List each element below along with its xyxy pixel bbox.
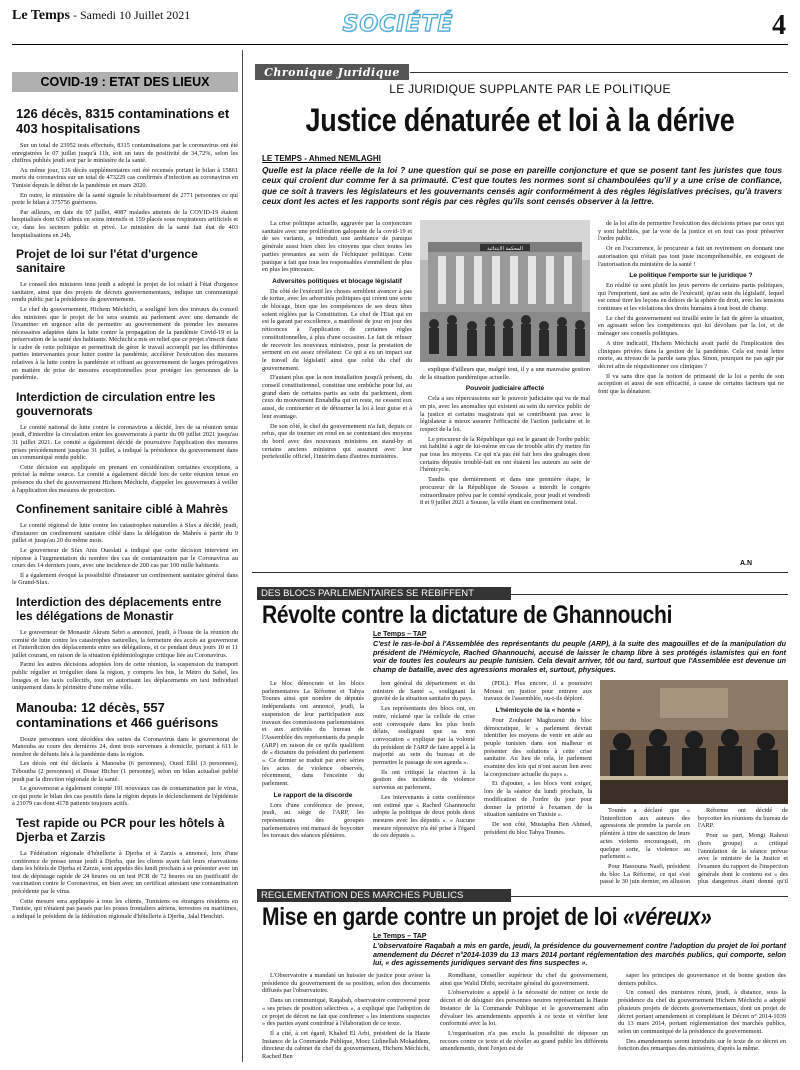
article1-kicker: LE JURIDIQUE SUPPLANTE PAR LE POLITIQUE (389, 82, 671, 96)
brief-paragraph: Le gouverneur de Monastir Akram Sebri a annoncé, jeudi, à l'issue de la réunion du comité de lutte contre les catastrophes naturelles, la fermeture des accès au gouvernorat et l'interdiction des déplacements entre ses délégations, et ce pendant deux jours 10 et 11 juillet courant, en raison de la situation épidémiologique critique liée au Coronavirus. (12, 628, 238, 659)
masthead-rule (12, 44, 788, 45)
body-paragraph: Lors d'une conférence de presse, jeudi, au siège de l'ARP, les représentants des groupes parlementaires ont menacé de boycotter les travaux des séances plénières. (262, 801, 364, 840)
body-paragraph: Pour Zouhaier Maghzaoui du bloc démocratique, le « parlement devrait identifier les moyens de venir en aide au peuple tunisien dans son malheur et présenter des solutions à cette crise sanitaire. Au lieu de cela, le parlement examine des lois qui n'ont aucun lien avec la conjoncture actuelle du pays ». (484, 716, 592, 778)
body-paragraph: (PDL). Plus encore, il a poursuivi Moussi en justice pour entrave aux travaux de l'assemblée, ou-t-ils déploré. (484, 680, 592, 703)
brief-paragraph: Douze personnes sont décédées des suites du Coronavirus dans le gouvernorat de Manouba au cours des dernières 24, dont trois survenues à domicile, portant à 611 le nombre de défunts liés à la pandémie dans la région. (12, 735, 238, 758)
body-paragraph: bon général du département et du ministre de Santé », soulignant la gravité de la situation sanitaire du pays. (373, 680, 475, 703)
body-paragraph: explique d'ailleurs que, malgré tout, il y a une mauvaise gestion de la situation pandémique actuelle. (420, 366, 590, 381)
brief-heading: Confinement sanitaire ciblé à Mahrès (16, 502, 229, 517)
subheading: Pouvoir judiciaire affecté (465, 385, 545, 393)
body-paragraph: Tandis que dernièrement et dans une première étape, le procureur de la République de Sousse a interdit le congrès extraordinaire prévu par le comité syndicale, pour jeudi et vendredi 8 et 9 juillet 2021 à Sousse, la ville étant en confinement total. (420, 476, 590, 507)
body-paragraph: Un conseil des ministres réuni, jeudi, à distance, sous la présidence du chef du gouvernement Hichem Méchichi a adopté plusieurs projets de décrets gouvernementaux, dont un projet de décret portant amendement et complétant le Décret n° 2014-1039 du 13 mars 2014, portant réglementation des marchés publics, selon un communiqué de la présidence du gouvernement. (618, 989, 786, 1035)
brief-heading: Manouba: 12 décès, 557 contaminations et 466 guérisons (16, 699, 219, 730)
article2-byline: Le Temps – TAP (373, 631, 427, 638)
section-title: SOCIÉTÉ (342, 11, 454, 37)
body-paragraph: Les intervenants à cette conférence ont estimé que « Rached Ghannouchi adopte la politique de deux poids deux mesures avec les députés ». « Aucune mesure répressive n'a été prise à l'égard de ces députés ». (373, 793, 475, 840)
subheading: Le politique l'emporte sur le juridique ? (629, 272, 753, 280)
article3-banner-rule (511, 896, 788, 897)
article1-byline: LE TEMPS - Ahmed NEMLAGHI (262, 154, 381, 163)
body-paragraph: Dans un communiqué, Raqabah, observatoire controversé pour « ses prises de position sélectives », a expliqué que l'adoption de ce projet de décret ne fait que confirmer « les intentions suspectes » des parties ayant contribué à l'élaboration de ce texte. (262, 997, 430, 1028)
body-paragraph: L'organisation n'a pas exclu la possibilité de déposer un recours contre ce texte et de révéler au grand public les différents amendements, dont l'enjeu est de (440, 1029, 608, 1053)
body-paragraph: De son côté, Mustapha Ben Ahmed, président du bloc Tahya Tounes. (484, 820, 592, 836)
article2-column-1 (262, 680, 364, 883)
body-paragraph: Et d'ajouter, « les blocs vont exiger, lors de la séance du lundi prochain, la modification de l'ordre du jour pour donner la priorité à l'examen de la situation sanitaire en Tunisie ». (484, 780, 592, 819)
brief-paragraph: Au même jour, 126 décès supplémentaires ont été recensés portant le bilan à 15861 morts du coronavirus sur un total de 473229 cas confirmés d'infection au coronavirus en Tunisie depuis le début de la pandémie en mars 2020. (12, 166, 238, 189)
body-paragraph: saper les principes de gouvernance et de bonne gestion des deniers publics. (618, 972, 786, 987)
article3-title-main: Mise en garde contre un projet de loi (262, 904, 623, 932)
subheading: L'hémicycle de la « honte » (495, 707, 581, 715)
body-paragraph: Des amendements seront introduits sur le texte de ce décret en fonction des remarques des ministères, d'après la même. (618, 1037, 786, 1053)
body-paragraph: Or en l'occurrence, le procureur a fait un revirement en donnant une autorisation qui n'était pas tout juste incompréhensible, en exigeant de l'autorisation du ministère de la santé ! (598, 245, 784, 268)
article1-signature: A.N (740, 560, 753, 567)
article3-title-italic: «véreux» (622, 904, 712, 932)
brief-section (12, 390, 238, 494)
article3-column-3 (618, 972, 786, 1062)
article3-column-2 (440, 972, 608, 1062)
brief-paragraph: Le comité régional de lutte contre les catastrophes naturelles à Sfax a décidé, jeudi, d'instaurer un confinement sanitaire ciblé dans la délégation de Mahrès à partir du 9 juillet et jusqu'au 20 du même mois. (12, 522, 238, 545)
brief-heading: Interdiction des déplacements entre les délégations de Monastir (16, 594, 222, 623)
body-paragraph: Le bloc démocrate et les blocs parlementaires La Réforme et Tahya Tounes ainsi que nombre de députés indépendants ont annoncé, jeudi, la suspension de leur participation aux travaux des commissions parlementaires et aux activités du bureau de l'Assemblée des représentants du peuple (ARP) en raison de ce qu'ils qualifient de « dictature du président du parlement ». Ce dernier se traduit par avec séries les actes de violence observés, récemment, dans l'enceinte du parlement. (262, 680, 364, 788)
article1-column-3 (598, 220, 784, 560)
article1-column-1 (262, 220, 412, 566)
article2-column-2 (373, 680, 475, 883)
article1-lead: Quelle est la place réelle de la loi ? une question qui se pose en pareille conjoncture et que se posent tant les juristes que tous ceux qui croient dur comme fer à sa primauté. C'est que toutes les normes sont si chamboulées qu'il y a une crise de confiance, que ce soit à travers les législateurs et les gouvernants censés agir conformément à des règles législatives précises, qu'à travers ceux dont les actes et les rapports sont régis par ces règles qu'ils sont censés observer à la lettre. (262, 165, 782, 207)
article3-column-1 (262, 972, 430, 1062)
brief-heading: 126 décès, 8315 contaminations et 403 hospitalisations (16, 106, 230, 136)
article3-lead: L'observatoire Raqabah a mis en garde, jeudi, la présidence du gouvernement contre l'adoption du projet de loi portant amendement du Décret n°2014-1039 du 13 mars 2014 portant réglementation des marchés publics, qui comporte, selon lui, « des agissements juridiques servant des fins suspectes ». (373, 941, 786, 968)
body-paragraph: D'autant plus que la non installation jusqu'à présent, du conseil constitutionnel, constitue une embûche pour lui, au grand dam de certains partis au sein du parlement, dont ceux du mouvement Ennahdha qui en reste, ne cessent eux aussi, de contourner et de détourner la loi à leur guise et à leur avantage. (262, 374, 412, 420)
brief-paragraph: Les décès ont été déclarés à Manouba (6 personnes), Oued Ellil (3 personnes), Téboutba (2 personnes) et Douar Hicher (1 personne), selon un bilan actualisé publié jeudi par la direction régionale de la santé. (12, 760, 238, 783)
courthouse-photo (420, 220, 590, 362)
press-conference-photo (600, 680, 788, 804)
brief-paragraph: Par ailleurs, en date du 07 juillet, 4087 malades atteints de la COVID-19 étaient hospitalisés dont 630 admis en soins intensifs et 159 placés sous respirateurs artificiels et ce, dans les secteurs public et privé. Le ministère de la santé fait état de 403 hospitalisations en 24h. (12, 208, 238, 239)
brief-section (12, 700, 238, 808)
body-paragraph: En réalité ce sont plutôt les jeux pervers de certains partis politiques, qui l'emportent, tant au sein de l'exécutif, qu'au sein du législatif, lequel est censé tirer les leçons en dehors de la sphère du droit, avec les tensions continues et les violations des droits humains à tout bout de champ. (598, 281, 784, 313)
subheading: Le rapport de la discorde (273, 791, 353, 799)
brief-paragraph: Parmi les autres décisions adoptées lors de cette réunion, la suspension du transport public régulier et irrégulier dans la région, y compris les bus, le Métro du Sahel, les louages et les taxis collectifs, tout en autorisant les déplacements en taxi individuel uniquement dans le périmètre d'une même ville. (12, 661, 238, 692)
article2-column-4 (600, 807, 690, 885)
article2-column-3 (484, 680, 592, 883)
brief-section (12, 595, 238, 692)
brief-section (12, 502, 238, 587)
chronique-banner: Chronique Juridique (255, 64, 409, 80)
page-number: 4 (772, 10, 786, 41)
body-paragraph: Romdhane, conseiller supérieur du chef du gouvernement, ainsi que Walid Dhibi, secrétaire général du gouvernement. (440, 972, 608, 987)
issue-date: - Samedi 10 Juillet 2021 (69, 8, 191, 22)
article2-title: Révolte contre la dictature de Ghannouchi (262, 602, 673, 630)
body-paragraph: Il va sans dire que la notion de primauté de la loi a perdu de son acception et aussi de son efficacité, à cause de certains facteurs qui ne font que la dénaturer. (598, 372, 784, 396)
body-paragraph: L'observatoire a appelé à la nécessité de retirer ce texte de décret et de désigner des personnes neutres représentant la Haute Instance de la Commande Publique et le gouvernement afin d'évaluer les amendements apportés à ce texte et vérifier leur conformité avec la loi. (440, 989, 608, 1028)
brief-paragraph: Cette décision est appliquée en prenant en considération certaines exceptions, a précisé la même source. Le comité a également décidé lors de cette réunion tenue en présence du chef du gouvernement Hichem Méchichi, d'appeler les gouverneurs à veiller à l'application des mesures de protection. (12, 463, 238, 494)
body-paragraph: Ils ont critiqué la réaction à la gestion des incidents de violence survenus au parlement. (373, 768, 475, 792)
body-paragraph: Pour Hassouna Nasfi, président du bloc La Réforme, ce qui s'est passé le 30 juin dernier, en allusion (600, 862, 690, 885)
brief-paragraph: Le gouvernorat a également compté 191 nouveaux cas de contamination par le virus, ce qui porte le bilan des cas positifs dans la région depuis le déclenchement de l'épidémie à 21079 cas dont 4178 patients toujours actifs. (12, 785, 238, 808)
article1-column-2 (420, 366, 590, 566)
body-paragraph: A titre indicatif, Hichem Méchichi avait parlé de l'implication des cliniques privées dans la gestion de la pandémie. Cela est resté lettre morte, au niveau de la parole sans plus. Sinon, pourquoi ne pas agir par décret afin de réquisitionner ces cliniques ? (598, 339, 784, 370)
body-paragraph: Pour sa part, Mongi Rahoui (hors groupe) a critiqué l'annulation de la séance prévue avec le ministre de la Justice et l'examen du rapport de l'inspection générale dont le contenu est « des plus dangereux étant donné qu'il (698, 832, 788, 885)
article1-rule (252, 572, 788, 573)
brief-paragraph: Le conseil des ministres tenu jeudi a adopté le projet de loi relatif à l'état d'urgence sanitaire, ainsi que des projets de décrets gouvernementaux, indique un communiqué rendu public par la présidence du gouvernement. (12, 281, 238, 304)
covid-banner: COVID-19 : ETAT DES LIEUX (12, 72, 238, 92)
body-paragraph: de la loi afin de permettre l'exécution des décisions prises par ceux qui y sont habilités, par la voie de la justice et en tout cas pour préserver l'ordre public. (598, 220, 784, 243)
brief-paragraph: Le chef du gouvernement, Hichem Méchichi, a souligné lors des travaux du conseil des ministres que le projet de loi sera soumis au parlement avec une demande de l'examiner en urgence afin de permettre au gouvernement de prendre les mesures nécessaires adaptées dans la lutte contre la propagation de la pandémie Covid-19 et la préservation de la santé des habitants. Méchichi a mis en relief que ce projet s'inscrit dans le cadre de cette politique et permettrait de gérer le travail accompli par les différentes parties intervenantes pour lutter contre la pandémie, accélérer l'exécution des mesures relatives à la lutte contre la pandémie et offrant au gouvernement de larges prérogatives en matière de prise de mesures exceptionnelles pour protéger les personnes de la pandémie. (12, 305, 238, 382)
body-paragraph: Il a cité, à cet égard, Khaled El Arbi, président de la Haute Instance de la Commande Publique, Moez Lidinellah Mokaddem, directeur du cabinet du chef du gouvernement, Hichem Méchichi, Rached Ben (262, 1029, 430, 1061)
article1-title: Justice dénaturée et loi à la dérive (305, 102, 735, 138)
column-divider (242, 50, 243, 1062)
body-paragraph: Tounès a déclaré que « l'interdiction aux auteurs des agressions de prendre la parole en plénière à titre de sanction de leurs actes violents encourageait, en quelque sorte, la violence au parlement ». (600, 807, 690, 861)
article2-lead: C'est le ras-le-bol à l'Assemblée des représentants du peuple (ARP), à la suite des magouilles et de la manipulation du président de l'Hémicycle, Rached Ghannouchi, accusé de laisser le champ libre à ses protégés islamistes qui en font voir de toutes les couleurs au peuple tunisien. Cela devait arriver, tôt ou tard, surtout que l'Assemblée est devenue un champ de bataille, avec des agressions morales et, surtout, physiques. (373, 639, 786, 674)
chronique-rule (410, 72, 788, 73)
body-paragraph: Réforme ont décidé de boycotter les réunions du bureau de l'ARP. (698, 807, 788, 830)
photo-sign-text: المحكمة الابتدائية (487, 246, 523, 252)
article2-column-5 (698, 807, 788, 885)
brief-section (12, 106, 238, 239)
brief-section (12, 816, 238, 920)
body-paragraph: La crise politique actuelle, aggravée par la conjoncture sanitaire avec une prolifération galopante de la covid-19 et de ses variants, a introduit une ambiance de panique générale aussi bien chez les citoyens que chez toutes les parties prenantes au sein de l'échiquier politique. Cette panique a fait que tous les responsables s'emmêlent de plus en plus les pinceaux. (262, 220, 412, 274)
brief-paragraph: Il a également évoqué la possibilité d'instaurer un confinement sanitaire général dans le Grand-Sfax. (12, 571, 238, 587)
brief-heading: Interdiction de circulation entre les gouvernorats (16, 389, 216, 418)
brief-paragraph: Cette mesure sera appliquée à tous les clients, Tunisiens ou étrangers résidents en Tunisie, qui n'étaient pas passés par les postes frontaliers aériens, terrestres ou maritimes, a indiqué le président de la fédération régionale d'hôtellerie à Djerba, Jalal Henchiri. (12, 897, 238, 920)
body-paragraph: Les représentants des blocs ont, en outre, réclamé que la cellule de crise soit convoquée dans les plus brefs délais, soulignant que sa non convocation « explique par la volonté du président de l'ARP de faire appel à la majorité au sein du bureau et de permettre le passage de son agenda ». (373, 705, 475, 767)
body-paragraph: Le procureur de la République qui est le garant de l'ordre public est habilité à agir de lui-même en cas de trouble afin d'y mettre fin par tous les moyens. Ce qui n'a pas été fait lors des grabuges dont certains députés troublé-fait en ont étaient les auteurs au sein de l'hémicycle. (420, 435, 590, 474)
subheading: Adversités politiques et blocage législatif (272, 277, 402, 285)
left-column-briefs (12, 50, 238, 1062)
section-banner (333, 4, 463, 44)
article2-banner: DES BLOCS PARLEMENTAIRES SE REBIFFENT (257, 587, 511, 600)
brief-paragraph: La Fédération régionale d'hôtellerie à Djerba et à Zarzis a annoncé, lors d'une conférence de presse tenue jeudi à Djerba, que les clients ayant fait leurs réservations dans les hôtels de Djerba et Zarzis, sont appelés dès lundi prochain à se présenter avec un test de dépistage rapide de 24 heures ou un test PCR de 72 heures ou un justificatif de vaccination contre le Coronavirus, en bien avec un certificat attestant une contamination précédente par le virus. (12, 850, 238, 895)
paper-name: Le Temps (12, 8, 70, 23)
body-paragraph: Le chef du gouvernement est tiraillé entre le fait de gérer la situation, en agissant selon les compétences qui lui dévolues par la loi, et de ménager ses conseils politiques. (598, 314, 784, 338)
article3-banner: REGLEMENTATION DES MARCHES PUBLICS (257, 889, 511, 902)
article3-byline: Le Temps – TAP (373, 933, 427, 940)
brief-paragraph: En outre, le ministère de la santé signale le rétablissement de 2771 personnes ce qui porte le bilan à 375756 guérisons. (12, 191, 238, 207)
brief-heading: Test rapide ou PCR pour les hôtels à Djerba et Zarzis (16, 816, 225, 845)
brief-paragraph: Le comité national de lutte contre le coronavirus a décidé, lors de sa réunion tenue jeudi, d'interdire la circulation entre les gouvernorats à partir du 09 juillet 2021 jusqu'au 31 juillet 2021. Le comité a également décidé de poursuivre l'application des mesures prises précédemment jusqu'au 31 juillet, a indiqué la présidence du gouvernement dans un communiqué rendu public. (12, 423, 238, 462)
article2-banner-rule (511, 594, 788, 595)
left-sections (12, 106, 238, 920)
brief-paragraph: Sur un total de 23952 tests effectués, 8315 contaminations par le coronavirus ont été enregistrées le 07 juillet jusqu'à 11h, soit un taux de positivité de 34,72%, selon les chiffres publiés jeudi soir par le ministère de la santé. (12, 142, 238, 165)
body-paragraph: De son côté, le chef du gouvernement n'a fait, depuis ce refus, que de tourner en rond en se contentant des moyens du bord avec des nouveaux ministres en stand-by et certains anciens ministres qui assurent avec leur portefeuille officiel, l'intérim dans d'autres ministères. (262, 422, 412, 461)
article3-title (262, 904, 788, 932)
body-paragraph: Du côté de l'exécutif les choses semblent avancer à pas de tortue, avec les adversités politiques qui créent une sorte de blocage, bien que les compétences de ses deux têtes soient réglées par la Constitution. Le chef de l'Etat qui en est le garant par excellence, a manifesté de jour en jour des réticences à l'application de certaines règles constitutionnelles, à plus d'une occasion. Le fait de refuser de recevoir les nouveaux ministres, pour la prestation de serment en est assez révélateur. Ce qui a eu un impact sur le travail du législatif ainsi que celui du chef du gouvernement. (262, 287, 412, 372)
brief-heading: Projet de loi sur l'état d'urgence sanitaire (16, 247, 198, 276)
masthead (12, 8, 190, 24)
body-paragraph: L'Observatoire a mandaté un huissier de justice pour aviser la présidence du gouvernement de sa position, selon des documents diffusés par l'observatoire. (262, 972, 430, 995)
body-paragraph: Cela a ses répercussions sur le pouvoir judiciaire qui va de mal en pis, avec les anomalies qui existent au sein du service public de la justice et certains magistrats qui se contribuent pas avec le législateur à mieux assurer l'efficacité de l'action judiciaire et le respect de la loi. (420, 395, 590, 433)
brief-paragraph: Le gouverneur de Sfax Anis Oueslati a indiqué que cette décision intervient en réponse à l'augmentation du nombre des cas de contamination par le Coronavirus au cours des 14 derniers jours, avec une incidence de 200 cas par 100 mille habitants. (12, 546, 238, 570)
brief-section (12, 247, 238, 382)
